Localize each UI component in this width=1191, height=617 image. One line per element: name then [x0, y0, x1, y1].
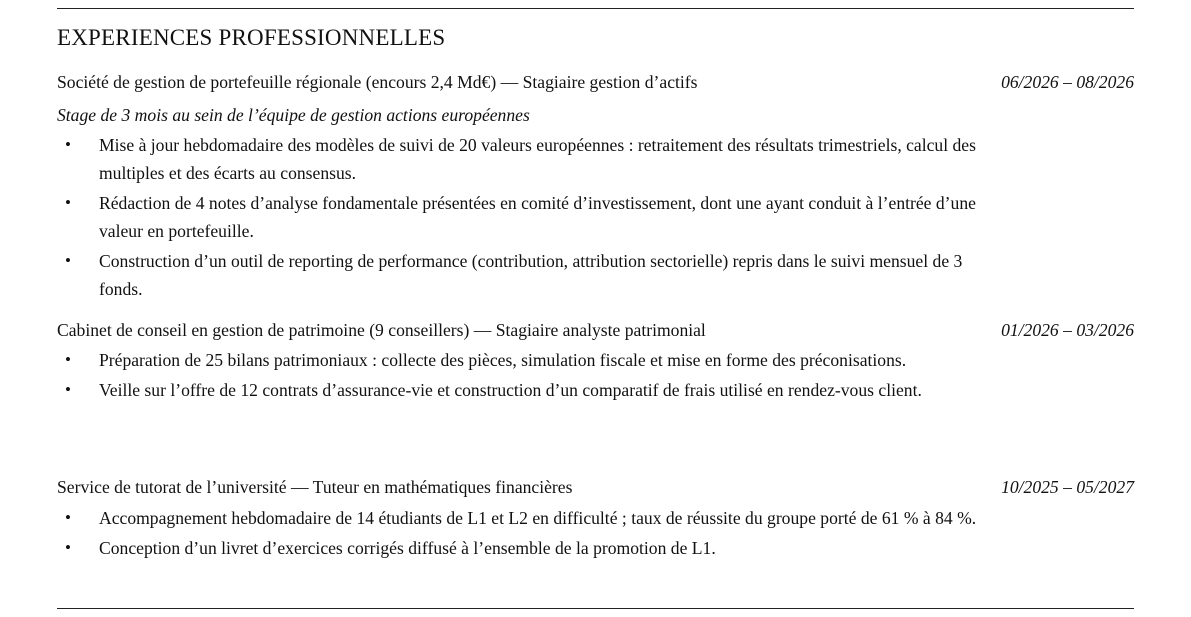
experience-dates: 10/2025 – 05/2027 [1001, 477, 1134, 497]
experience-bullets-1 [57, 131, 977, 305]
list-item: • Accompagnement hebdomadaire de 14 étudiants de L1 et L2 en difficulté ; taux de réussite du groupe porté de 61 % à 84 %. [57, 504, 977, 532]
top-divider [57, 8, 1134, 9]
experience-org-role: Société de gestion de portefeuille régionale (encours 2,4 Md€) — Stagiaire gestion d’actifs [57, 72, 698, 92]
list-item: • Rédaction de 4 notes d’analyse fondamentale présentées en comité d’investissement, dont une ayant conduit à l’entrée d’une valeur en portefeuille. [57, 189, 977, 245]
experience-bullets-3 [57, 504, 977, 564]
experience-dates: 06/2026 – 08/2026 [1001, 72, 1134, 92]
experience-subtitle: Stage de 3 mois au sein de l’équipe de gestion actions européennes [57, 105, 530, 125]
experience-header-1 [57, 70, 1134, 94]
experience-dates: 01/2026 – 03/2026 [1001, 320, 1134, 340]
experience-bullets-2 [57, 346, 977, 406]
experience-header-2 [57, 318, 1134, 342]
cv-experience-section [57, 0, 1134, 617]
list-item: • Veille sur l’offre de 12 contrats d’assurance-vie et construction d’un comparatif de frais utilisé en rendez-vous client. [57, 376, 977, 404]
list-item: • Mise à jour hebdomadaire des modèles de suivi de 20 valeurs européennes : retraitement des résultats trimestriels, calcul des multiples et des écarts au consensus. [57, 131, 977, 187]
list-item: • Construction d’un outil de reporting de performance (contribution, attribution sectorielle) repris dans le suivi mensuel de 3 fonds. [57, 247, 977, 303]
experience-org-role: Service de tutorat de l’université — Tuteur en mathématiques financières [57, 477, 573, 497]
section-title: EXPERIENCES PROFESSIONNELLES [57, 25, 446, 50]
experience-org-role: Cabinet de conseil en gestion de patrimoine (9 conseillers) — Stagiaire analyste patrimonial [57, 320, 706, 340]
bottom-divider [57, 608, 1134, 609]
list-item: • Préparation de 25 bilans patrimoniaux : collecte des pièces, simulation fiscale et mise en forme des préconisations. [57, 346, 977, 374]
list-item: • Conception d’un livret d’exercices corrigés diffusé à l’ensemble de la promotion de L1. [57, 534, 977, 562]
experience-header-3 [57, 475, 1134, 499]
